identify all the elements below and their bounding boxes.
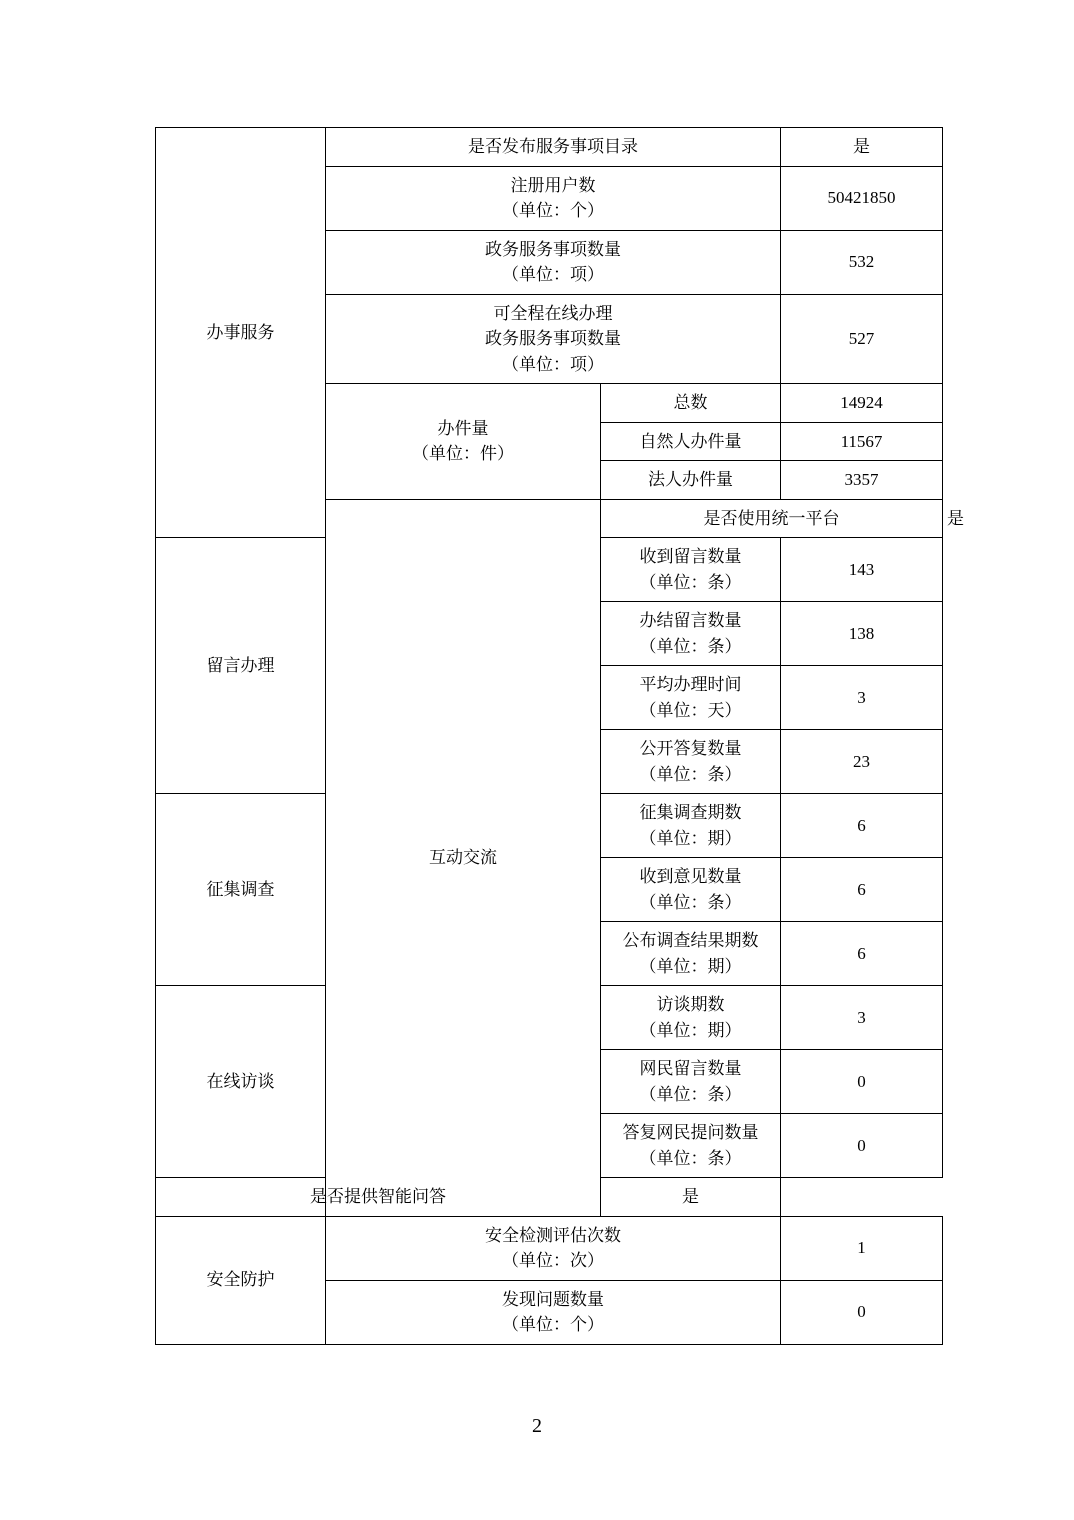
label-line: （单位：条） [639, 764, 742, 784]
sub-label [601, 1050, 781, 1114]
label-line: （单位：个） [502, 1315, 604, 1334]
government-website-statistics-table [155, 127, 964, 1345]
category-cell-banshifuwu: 办事服务 [156, 128, 326, 538]
sub-value: 3 [781, 666, 943, 730]
row-value: 0 [781, 1280, 943, 1344]
row-value: 是 [601, 1178, 781, 1217]
row-value: 527 [781, 294, 943, 384]
label-line: （单位：件） [412, 444, 514, 464]
sub-label [601, 1114, 781, 1178]
category-cell-anquanfanghu: 安全防护 [156, 1216, 326, 1344]
sub-label [601, 602, 781, 666]
row-label [326, 1280, 781, 1344]
label-line: （单位：期） [639, 828, 742, 848]
label-line: 收到留言数量 [639, 547, 742, 566]
row-label [326, 230, 781, 294]
label-line: 网民留言数量 [639, 1059, 742, 1078]
label-line: 公开答复数量 [639, 739, 742, 758]
label-line: 平均办理时间 [639, 675, 742, 694]
row-label-zaixianfangtan: 在线访谈 [156, 986, 326, 1178]
row-label [326, 166, 781, 230]
sub-value: 6 [781, 858, 943, 922]
sub-label: 法人办件量 [601, 461, 781, 500]
table-row [156, 1216, 943, 1280]
label-line: （单位：条） [639, 572, 742, 592]
label-line: （单位：期） [639, 1020, 742, 1040]
label-line: 发现问题数量 [502, 1289, 604, 1309]
label-line: 政务服务事项数量 [485, 329, 621, 348]
label-line: （单位：次） [502, 1251, 604, 1270]
table-row [156, 1178, 943, 1217]
sub-label [601, 858, 781, 922]
row-value: 50421850 [781, 166, 943, 230]
sub-value: 6 [781, 794, 943, 858]
row-value: 是 [781, 128, 943, 167]
sub-value: 143 [781, 538, 943, 602]
sub-value: 23 [781, 730, 943, 794]
sub-value: 6 [781, 922, 943, 986]
sub-label: 自然人办件量 [601, 422, 781, 461]
sub-label [601, 538, 781, 602]
report-table [155, 127, 964, 1345]
label-line: （单位：条） [639, 892, 742, 912]
label-line: 可全程在线办理 [493, 303, 613, 323]
row-label-liuyanbanli: 留言办理 [156, 538, 326, 794]
sub-value: 14924 [781, 384, 943, 423]
sub-value: 0 [781, 1114, 943, 1178]
label-line: （单位：条） [639, 1148, 742, 1168]
label-line: 办结留言数量 [639, 611, 742, 630]
row-value: 532 [781, 230, 943, 294]
row-value: 1 [781, 1216, 943, 1280]
sub-label [601, 794, 781, 858]
sub-value: 11567 [781, 422, 943, 461]
page-number: 2 [532, 1415, 542, 1437]
label-line: 公布调查结果期数 [622, 931, 759, 950]
sub-label [601, 730, 781, 794]
row-label [326, 1216, 781, 1280]
row-label-zhengjidiaocha: 征集调查 [156, 794, 326, 986]
label-line: （单位：条） [639, 636, 742, 656]
sub-value: 138 [781, 602, 943, 666]
label-line: 收到意见数量 [639, 867, 742, 886]
sub-value: 0 [781, 1050, 943, 1114]
label-line: 政务服务事项数量 [485, 239, 621, 259]
sub-label [601, 666, 781, 730]
sub-label [601, 922, 781, 986]
label-line: （单位：项） [502, 354, 604, 374]
label-line: 访谈期数 [656, 995, 725, 1014]
sub-label: 总数 [601, 384, 781, 423]
category-cell-hudongjiaoliu: 互动交流 [326, 499, 601, 1216]
table-row: 互动交流 是否使用统一平台 是 [156, 499, 943, 538]
row-label: 是否使用统一平台 [601, 499, 943, 538]
sub-label [601, 986, 781, 1050]
row-label: 是否发布服务事项目录 [326, 128, 781, 167]
row-label-banjianliang [326, 384, 601, 500]
label-line: 答复网民提问数量 [622, 1123, 759, 1142]
label-line: （单位：期） [639, 956, 742, 976]
label-line: 征集调查期数 [639, 803, 742, 822]
sub-value: 3357 [781, 461, 943, 500]
table-row [156, 128, 943, 167]
label-line: （单位：条） [639, 1084, 742, 1104]
label-line: 办件量 [437, 418, 489, 438]
label-line: 安全检测评估次数 [485, 1225, 621, 1245]
sub-value: 3 [781, 986, 943, 1050]
row-label [326, 294, 781, 384]
label-line: （单位：个） [502, 201, 604, 220]
label-line: 注册用户数 [510, 175, 596, 195]
row-label: 是否提供智能问答 [156, 1178, 601, 1217]
label-line: （单位：项） [502, 265, 604, 284]
label-line: （单位：天） [639, 700, 742, 720]
